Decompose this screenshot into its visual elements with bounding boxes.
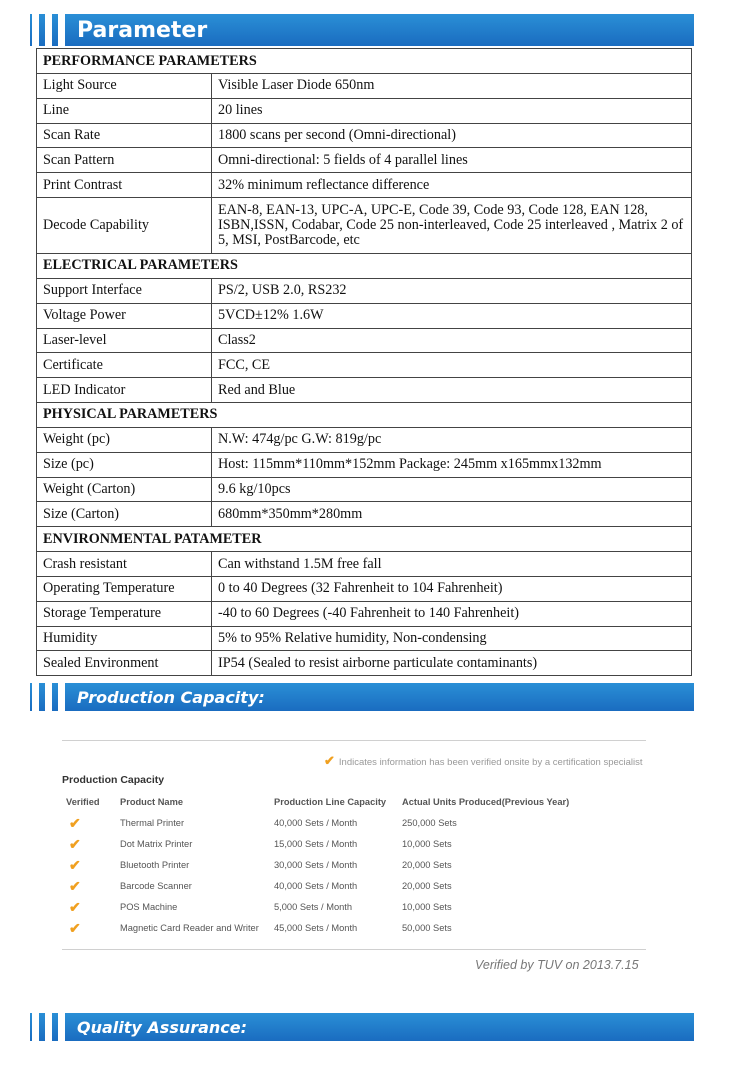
table-row (37, 452, 692, 477)
table-row (37, 303, 692, 328)
table-row (37, 502, 692, 527)
section-header-row (37, 253, 692, 278)
parameter-value: N.W: 474g/pc G.W: 819g/pc (212, 427, 692, 452)
parameter-name: Scan Pattern (37, 148, 212, 173)
parameter-name: Line (37, 98, 212, 123)
parameter-name: Support Interface (37, 278, 212, 303)
list-item (62, 899, 646, 916)
verified-note (324, 753, 643, 769)
verified-note-text: Indicates information has been verified onsite by a certification specialist (338, 757, 643, 768)
parameter-value: 9.6 kg/10pcs (212, 477, 692, 502)
units-produced: 50,000 Sets (402, 923, 452, 933)
parameter-value: EAN-8, EAN-13, UPC-A, UPC-E, Code 39, Code 93, Code 128, EAN 128, ISBN,ISSN, Codabar, Code 25 non-interleaved, Code 25 interleaved , Matrix 2 of 5, MSI, PostBarcode, etc (212, 197, 692, 253)
banner-bars-icon (30, 14, 65, 46)
table-row (37, 123, 692, 148)
parameter-value: PS/2, USB 2.0, RS232 (212, 278, 692, 303)
line-capacity: 40,000 Sets / Month (274, 881, 358, 891)
table-row (37, 328, 692, 353)
section-header: PERFORMANCE PARAMETERS (37, 49, 692, 74)
parameter-value: Visible Laser Diode 650nm (212, 74, 692, 99)
parameter-value: 1800 scans per second (Omni-directional) (212, 123, 692, 148)
banner-bars-icon (30, 683, 65, 711)
product-name: Magnetic Card Reader and Writer (120, 923, 259, 933)
table-row (37, 353, 692, 378)
line-capacity: 5,000 Sets / Month (274, 902, 353, 912)
table-row (37, 576, 692, 601)
table-row (37, 173, 692, 198)
line-capacity: 15,000 Sets / Month (274, 839, 358, 849)
column-header-units-produced: Actual Units Produced(Previous Year) (402, 797, 570, 807)
units-produced: 10,000 Sets (402, 902, 452, 912)
table-row (37, 626, 692, 651)
line-capacity: 40,000 Sets / Month (274, 818, 358, 828)
line-capacity: 45,000 Sets / Month (274, 923, 358, 933)
line-capacity: 30,000 Sets / Month (274, 860, 358, 870)
list-item (62, 857, 646, 874)
list-item (62, 836, 646, 853)
column-header-verified: Verified (66, 797, 100, 807)
divider (62, 949, 646, 950)
list-item (62, 920, 646, 937)
verified-by-text: Verified by TUV on 2013.7.15 (475, 958, 639, 972)
parameter-name: Humidity (37, 626, 212, 651)
list-item (62, 815, 646, 832)
list-item (62, 878, 646, 895)
production-table-header (62, 797, 646, 811)
units-produced: 250,000 Sets (402, 818, 457, 828)
section-header-row (37, 402, 692, 427)
parameter-value: Red and Blue (212, 378, 692, 403)
parameter-value: FCC, CE (212, 353, 692, 378)
production-capacity-banner-title: Production Capacity: (77, 687, 265, 707)
parameter-name: Light Source (37, 74, 212, 99)
production-capacity-title: Production Capacity (62, 774, 165, 786)
check-icon: ✔ (69, 899, 81, 915)
table-row (37, 98, 692, 123)
banner-bars-icon (30, 1013, 65, 1041)
check-icon: ✔ (69, 920, 81, 936)
parameter-value: 5VCD±12% 1.6W (212, 303, 692, 328)
units-produced: 20,000 Sets (402, 881, 452, 891)
divider (62, 740, 646, 741)
parameter-name: Laser-level (37, 328, 212, 353)
parameter-value: 0 to 40 Degrees (32 Fahrenheit to 104 Fahrenheit) (212, 576, 692, 601)
table-row (37, 651, 692, 676)
section-header-row (37, 527, 692, 552)
table-row (37, 601, 692, 626)
table-row (37, 278, 692, 303)
parameter-value: 32% minimum reflectance difference (212, 173, 692, 198)
quality-assurance-banner (30, 1013, 694, 1041)
parameter-banner-title: Parameter (77, 17, 208, 43)
parameter-name: Scan Rate (37, 123, 212, 148)
table-row (37, 378, 692, 403)
product-name: Dot Matrix Printer (120, 839, 193, 849)
production-capacity-banner (30, 683, 694, 711)
product-name: POS Machine (120, 902, 178, 912)
table-row (37, 427, 692, 452)
section-header: ENVIRONMENTAL PATAMETER (37, 527, 692, 552)
parameter-value: IP54 (Sealed to resist airborne particulate contaminants) (212, 651, 692, 676)
parameter-name: Print Contrast (37, 173, 212, 198)
parameter-value: -40 to 60 Degrees (-40 Fahrenheit to 140 Fahrenheit) (212, 601, 692, 626)
parameter-name: Voltage Power (37, 303, 212, 328)
parameter-banner (30, 14, 694, 46)
parameter-name: Weight (pc) (37, 427, 212, 452)
check-icon: ✔ (69, 878, 81, 894)
parameter-name: Crash resistant (37, 552, 212, 577)
section-header: ELECTRICAL PARAMETERS (37, 253, 692, 278)
parameter-table (36, 48, 692, 676)
product-name: Bluetooth Printer (120, 860, 190, 870)
product-name: Barcode Scanner (120, 881, 192, 891)
table-row (37, 552, 692, 577)
parameter-value: Omni-directional: 5 fields of 4 parallel lines (212, 148, 692, 173)
table-row (37, 148, 692, 173)
table-row (37, 197, 692, 253)
units-produced: 10,000 Sets (402, 839, 452, 849)
parameter-name: Sealed Environment (37, 651, 212, 676)
parameter-name: Size (Carton) (37, 502, 212, 527)
check-icon: ✔ (69, 836, 81, 852)
parameter-name: Size (pc) (37, 452, 212, 477)
product-name: Thermal Printer (120, 818, 185, 828)
check-icon: ✔ (324, 753, 335, 768)
parameter-value: Host: 115mm*110mm*152mm Package: 245mm x165mmx132mm (212, 452, 692, 477)
parameter-value: 680mm*350mm*280mm (212, 502, 692, 527)
parameter-name: Weight (Carton) (37, 477, 212, 502)
parameter-name: Certificate (37, 353, 212, 378)
column-header-product-name: Product Name (120, 797, 184, 807)
parameter-value: 5% to 95% Relative humidity, Non-condensing (212, 626, 692, 651)
parameter-name: Operating Temperature (37, 576, 212, 601)
parameter-name: Storage Temperature (37, 601, 212, 626)
units-produced: 20,000 Sets (402, 860, 452, 870)
parameter-name: LED Indicator (37, 378, 212, 403)
section-header: PHYSICAL PARAMETERS (37, 402, 692, 427)
column-header-line-capacity: Production Line Capacity (274, 797, 387, 807)
parameter-value: Class2 (212, 328, 692, 353)
parameter-value: 20 lines (212, 98, 692, 123)
parameter-value: Can withstand 1.5M free fall (212, 552, 692, 577)
check-icon: ✔ (69, 857, 81, 873)
section-header-row (37, 49, 692, 74)
table-row (37, 477, 692, 502)
table-row (37, 74, 692, 99)
quality-assurance-banner-title: Quality Assurance: (77, 1017, 248, 1037)
check-icon: ✔ (69, 815, 81, 831)
parameter-name: Decode Capability (37, 197, 212, 253)
